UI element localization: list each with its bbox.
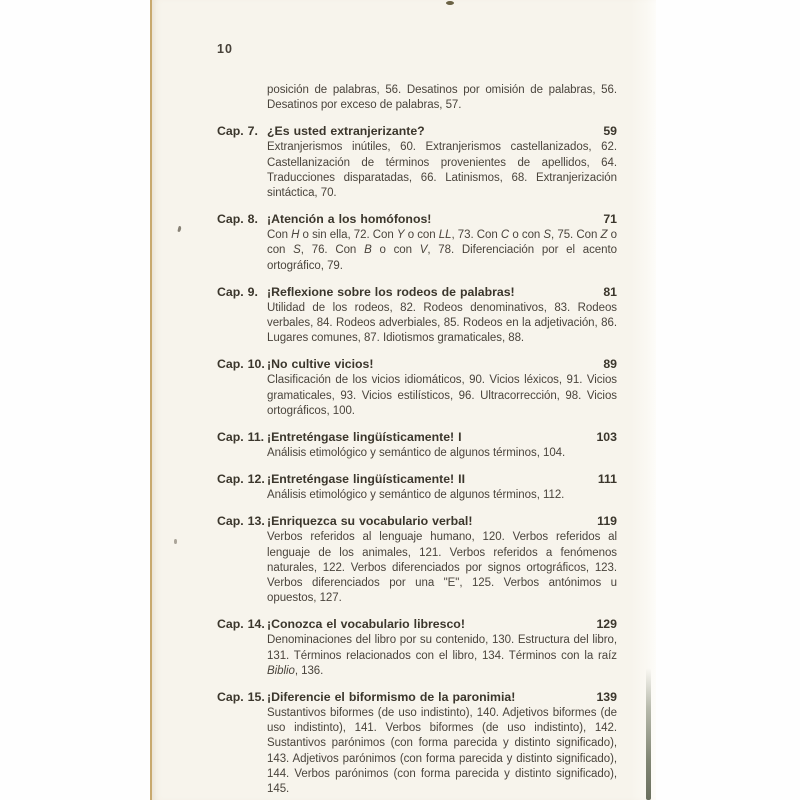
page-edge-shadow <box>646 668 651 800</box>
toc-entry <box>217 429 617 461</box>
scan-speck <box>174 539 177 544</box>
chapter-label: Cap. 9. <box>217 284 258 299</box>
chapter-title: ¡Enriquezca su vocabulario verbal! <box>267 514 473 529</box>
chapter-label: Cap. 11. <box>217 430 265 445</box>
toc-entry <box>217 689 617 797</box>
chapter-page-number: 129 <box>596 617 617 632</box>
chapter-page-number: 139 <box>596 690 617 705</box>
toc-entry-heading <box>217 123 617 139</box>
chapter-title: ¡Entreténgase lingüísticamente! I <box>267 430 462 445</box>
chapter-page-number: 89 <box>603 357 617 372</box>
chapter-title: ¡Conozca el vocabulario libresco! <box>267 617 465 632</box>
chapter-page-number: 71 <box>603 212 617 227</box>
chapter-label: Cap. 12. <box>217 472 265 487</box>
chapter-subtopics: Clasificación de los vicios idiomáticos, 90. Vicios léxicos, 91. Vicios gramaticales, 93. Vicios estilísticos, 96. Ultracorrección, 98. Vicios ortográficos, 100. <box>267 374 617 417</box>
chapter-label: Cap. 8. <box>217 212 258 227</box>
chapter-label: Cap. 15. <box>217 690 265 705</box>
toc-entry-heading <box>217 471 617 487</box>
toc-entry <box>217 616 617 679</box>
chapter-subtopics: Con H o sin ella, 72. Con Y o con LL, 73. Con C o con S, 75. Con Z o con S, 76. Con B o con V, 78. Diferenciación por el acento ortográfico, 79. <box>267 229 617 272</box>
page-number: 10 <box>217 42 233 56</box>
chapter-label: Cap. 13. <box>217 514 265 529</box>
chapter-label: Cap. 14. <box>217 617 265 632</box>
toc-entry-heading <box>217 689 617 705</box>
toc-entry-heading <box>217 513 617 529</box>
chapter-label: Cap. 7. <box>217 124 258 139</box>
chapter-title: ¡No cultive vicios! <box>267 357 374 372</box>
chapter-subtopics: Verbos referidos al lenguaje humano, 120. Verbos referidos al lenguaje de los animales, 121. Verbos referidos a fenómenos naturales, 122. Verbos diferenciados por signos ortográficos, 123. Verbos diferenciados por una "E", 125. Verbos antónimos u opuestos, 127. <box>267 531 617 605</box>
toc-entry <box>217 513 617 606</box>
chapter-subtopics: Sustantivos biformes (de uso indistinto), 140. Adjetivos biformes (de uso indistinto), 141. Verbos biformes (de uso indistinto), 142. Sustantivos parónimos (con forma parecida y distinto significado), 143. Adjetivos parónimos (con forma parecida y distinto significado), 144. Verbos parónimos (con forma parecida y distinto significado), 145. <box>267 707 617 796</box>
book-page <box>150 0 656 800</box>
toc-entry <box>217 356 617 419</box>
toc-entry-heading <box>217 616 617 632</box>
chapter-subtopics: Utilidad de los rodeos, 82. Rodeos denominativos, 83. Rodeos verbales, 84. Rodeos adverbiales, 85. Rodeos en la adjetivación, 86. Lugares comunes, 87. Idiotismos gramaticales, 88. <box>267 301 617 345</box>
toc-entry-heading <box>217 211 617 227</box>
toc-entry-heading <box>217 429 617 445</box>
toc-content <box>217 42 617 797</box>
chapter-subtopics: Análisis etimológico y semántico de algunos términos, 104. <box>267 447 566 460</box>
chapter-page-number: 111 <box>597 472 617 487</box>
toc-entry <box>217 123 617 201</box>
chapter-title: ¡Reflexione sobre los rodeos de palabras! <box>267 284 515 299</box>
chapter-page-number: 81 <box>603 284 617 299</box>
chapter-subtopics: Análisis etimológico y semántico de algunos términos, 112. <box>267 489 565 502</box>
toc-entry <box>217 471 617 503</box>
scan-speck <box>446 1 454 5</box>
chapter-page-number: 119 <box>597 514 617 529</box>
chapter-subtopics: Denominaciones del libro por su contenido, 130. Estructura del libro, 131. Términos relacionados con el libro, 134. Términos con la raíz Biblio, 136. <box>267 634 617 677</box>
chapter-subtopics: Extranjerismos inútiles, 60. Extranjerismos castellanizados, 62. Castellanización de términos provenientes de apellidos, 64. Traducciones disparatadas, 66. Latinismos, 68. Extranjerización sintáctica, 70. <box>267 141 617 200</box>
toc-entry-heading <box>217 284 617 300</box>
toc-entry <box>217 284 617 347</box>
chapter-title: ¡Diferencie el biformismo de la paronimia! <box>267 690 516 705</box>
chapter-label: Cap. 10. <box>217 357 265 372</box>
toc-entry-heading <box>217 356 617 372</box>
chapter-page-number: 103 <box>596 430 617 445</box>
chapter-title: ¿Es usted extranjerizante? <box>267 124 425 139</box>
chapter-title: ¡Entreténgase lingüísticamente! II <box>267 472 465 487</box>
chapter-page-number: 59 <box>603 124 617 139</box>
toc-entry <box>217 211 617 274</box>
chapter-title: ¡Atención a los homófonos! <box>267 212 432 227</box>
continuation-text: posición de palabras, 56. Desatinos por omisión de palabras, 56. Desatinos por exceso de palabras, 57. <box>267 84 617 112</box>
